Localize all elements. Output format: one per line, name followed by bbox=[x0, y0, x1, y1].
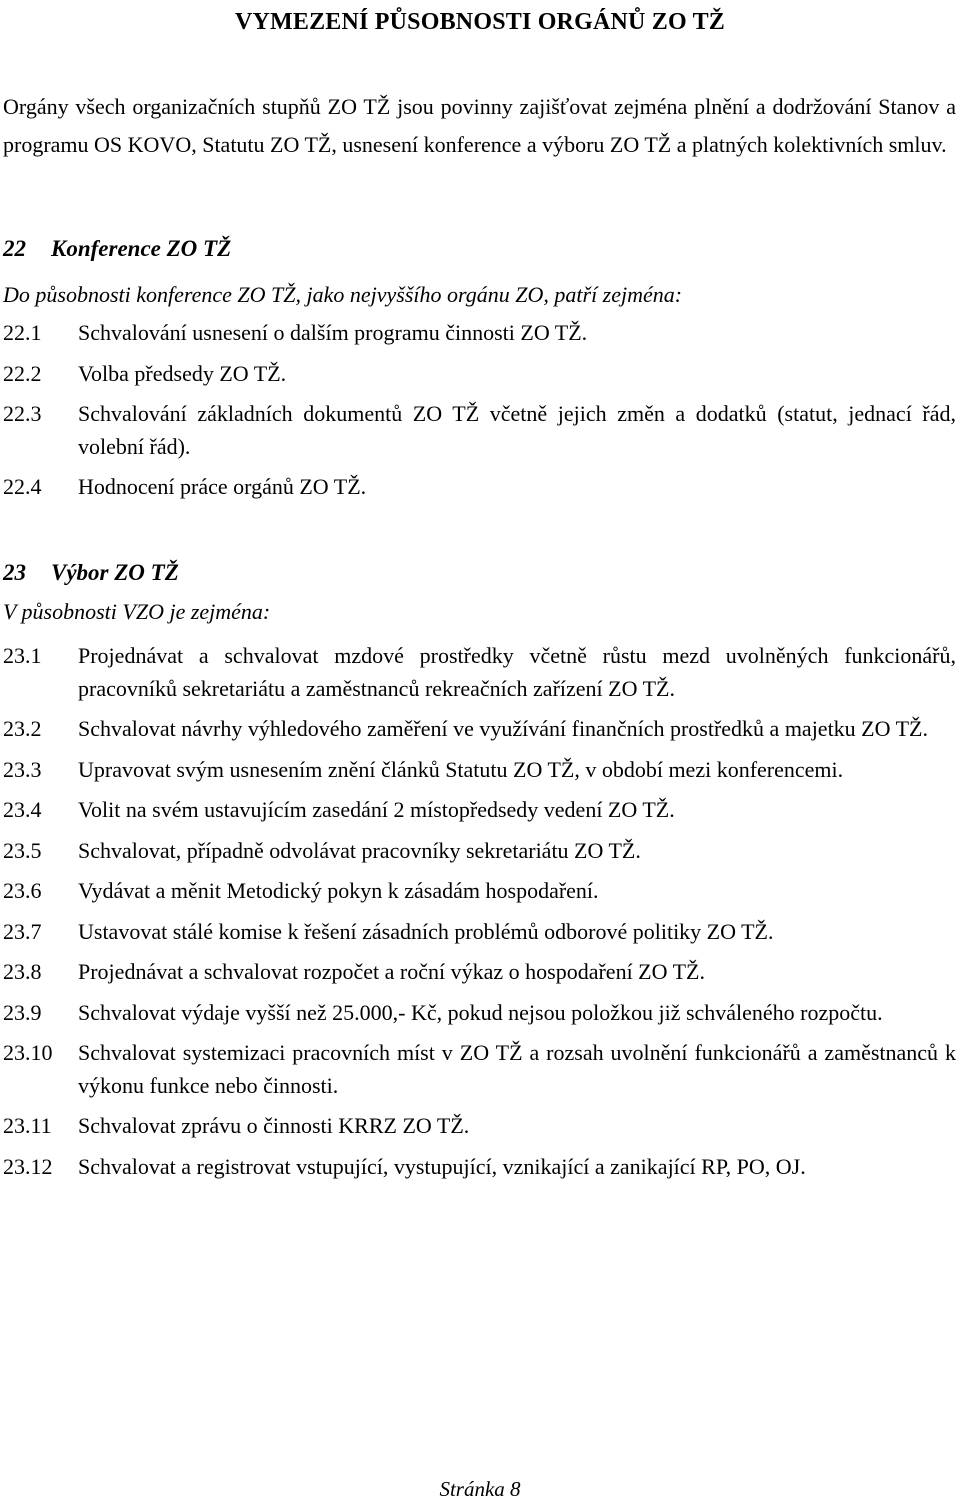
item-number: 23.4 bbox=[3, 797, 42, 822]
item-text: Schvalovat systemizaci pracovních míst v ZO TŽ a rozsah uvolnění funkcionářů a zaměstnanců k výkonu funkce nebo činnosti. bbox=[78, 1040, 956, 1098]
item-text: Schvalovat výdaje vyšší než 25.000,- Kč, pokud nejsou položkou již schváleného rozpočtu. bbox=[78, 999, 883, 1025]
section-23-list bbox=[3, 640, 956, 1191]
item-text: Schvalovat návrhy výhledového zaměření ve využívání finančních prostředků a majetku ZO TŽ. bbox=[78, 716, 928, 741]
item-number: 23.10 bbox=[3, 1040, 53, 1065]
item-text: Vydávat a měnit Metodický pokyn k zásadám hospodaření. bbox=[78, 878, 599, 903]
item-text: Hodnocení práce orgánů ZO TŽ. bbox=[78, 474, 367, 499]
item-number: 23.12 bbox=[3, 1153, 53, 1179]
item-number: 23.7 bbox=[3, 918, 42, 944]
section-22-title: Konference ZO TŽ bbox=[51, 236, 232, 261]
list-item bbox=[3, 358, 956, 391]
page-footer: Stránka 8 bbox=[439, 1477, 521, 1501]
list-item bbox=[3, 317, 956, 350]
item-number: 23.5 bbox=[3, 837, 42, 863]
list-item bbox=[3, 875, 956, 908]
item-number: 23.3 bbox=[3, 756, 42, 782]
section-22-list bbox=[3, 317, 956, 512]
list-item bbox=[3, 835, 956, 868]
item-text: Schvalovat, případně odvolávat pracovníky sekretariátu ZO TŽ. bbox=[78, 837, 641, 863]
page-title: VYMEZENÍ PŮSOBNOSTI ORGÁNŮ ZO TŽ bbox=[234, 9, 726, 35]
section-22-heading bbox=[3, 234, 231, 264]
item-number: 23.9 bbox=[3, 999, 42, 1025]
list-item bbox=[3, 997, 956, 1030]
list-item bbox=[3, 1037, 956, 1102]
section-23-title: Výbor ZO TŽ bbox=[51, 560, 179, 585]
item-text: Volit na svém ustavujícím zasedání 2 místopředsedy vedení ZO TŽ. bbox=[78, 797, 675, 822]
item-number: 23.2 bbox=[3, 716, 42, 741]
item-number: 22.2 bbox=[3, 360, 42, 386]
list-item bbox=[3, 471, 956, 504]
item-number: 22.4 bbox=[3, 474, 42, 499]
item-text: Ustavovat stálé komise k řešení zásadních problémů odborové politiky ZO TŽ. bbox=[78, 918, 774, 944]
item-text: Schvalovat a registrovat vstupující, vystupující, vznikající a zanikající RP, PO, OJ. bbox=[78, 1153, 806, 1179]
list-item bbox=[3, 398, 956, 463]
item-number: 23.1 bbox=[3, 643, 42, 668]
list-item bbox=[3, 640, 956, 705]
item-text: Projednávat a schvalovat mzdové prostředky včetně růstu mezd uvolněných funkcionářů, pracovníků sekretariátu a zaměstnanců rekreačních zařízení ZO TŽ. bbox=[78, 643, 956, 701]
section-23-number: 23 bbox=[3, 560, 26, 585]
item-number: 22.3 bbox=[3, 401, 42, 426]
list-item bbox=[3, 956, 956, 989]
item-number: 23.8 bbox=[3, 959, 42, 984]
intro-paragraph: Orgány všech organizačních stupňů ZO TŽ jsou povinny zajišťovat zejména plnění a dodržování Stanov a programu OS KOVO, Statutu ZO TŽ, usnesení konference a výboru ZO TŽ a platných kolektivních smluv. bbox=[3, 94, 956, 157]
list-item bbox=[3, 794, 956, 827]
item-text: Projednávat a schvalovat rozpočet a roční výkaz o hospodaření ZO TŽ. bbox=[78, 959, 705, 984]
section-23-heading bbox=[3, 558, 179, 588]
item-text: Schvalování základních dokumentů ZO TŽ včetně jejich změn a dodatků (statut, jednací řád, volební řád). bbox=[78, 401, 956, 459]
item-number: 22.1 bbox=[3, 320, 42, 345]
list-item bbox=[3, 916, 956, 949]
list-item bbox=[3, 713, 956, 746]
section-22-subtitle: Do působnosti konference ZO TŽ, jako nejvyššího orgánu ZO, patří zejména: bbox=[3, 282, 683, 307]
section-23-subtitle: V působnosti VZO je zejména: bbox=[3, 599, 271, 624]
list-item bbox=[3, 1151, 956, 1184]
item-number: 23.6 bbox=[3, 878, 42, 903]
item-number: 23.11 bbox=[3, 1113, 52, 1138]
list-item bbox=[3, 754, 956, 787]
list-item bbox=[3, 1110, 956, 1143]
item-text: Schvalovat zprávu o činnosti KRRZ ZO TŽ. bbox=[78, 1113, 470, 1138]
item-text: Schvalování usnesení o dalším programu činnosti ZO TŽ. bbox=[78, 320, 588, 345]
item-text: Volba předsedy ZO TŽ. bbox=[78, 360, 287, 386]
item-text: Upravovat svým usnesením znění článků Statutu ZO TŽ, v období mezi konferencemi. bbox=[78, 756, 844, 782]
section-22-number: 22 bbox=[3, 236, 26, 261]
